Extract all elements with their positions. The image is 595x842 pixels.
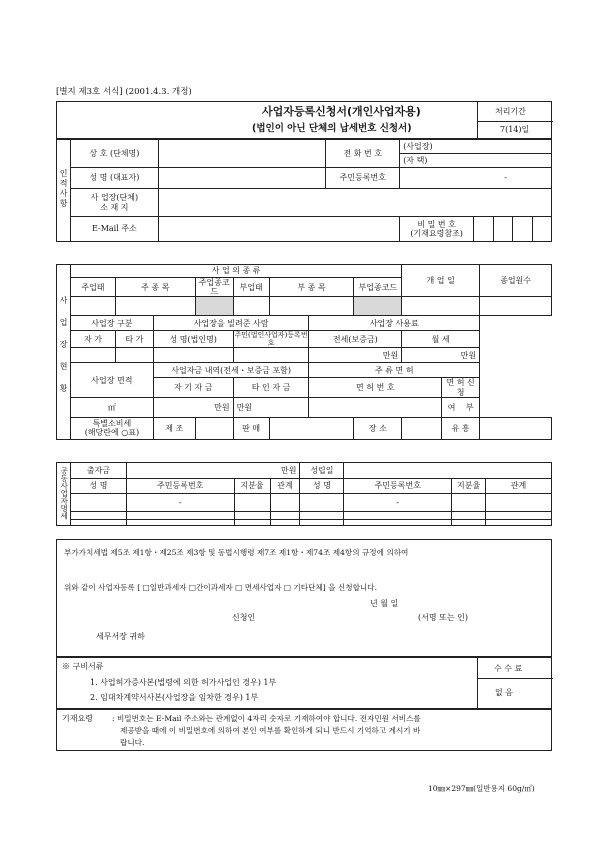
form-subtitle: (법인이 아닌 단체의 납세번호 신청서) xyxy=(252,123,412,134)
resident-no-label: 주민등록번호 xyxy=(326,168,400,189)
password-label: 비 밀 번 호 (기재요령참조) xyxy=(400,217,474,242)
partner-id-field[interactable]: - xyxy=(126,494,234,512)
declaration-date[interactable]: 년 월 일 xyxy=(370,599,399,608)
capital-field[interactable]: 만원 xyxy=(126,463,300,479)
partners-section-label: 공동사업자명세 xyxy=(57,463,71,526)
declaration-line-1: 부가가치세법 제5조 제1항・제25조 제3항 및 동법시행령 제7조 제1항・제74조 제4항의 규정에 의하여 xyxy=(64,548,409,557)
main-code-field[interactable] xyxy=(195,297,233,316)
deposit-label: 전세(보증금) xyxy=(309,331,402,348)
form-number: [별지 제3호 서식] (2001.4.3. 개정) xyxy=(56,87,192,97)
fee-value: 없 음 xyxy=(495,688,513,697)
open-date-field[interactable] xyxy=(402,297,480,316)
license-no-field[interactable] xyxy=(309,397,442,417)
form-title: 사업자등록신청서(개인사업자용) xyxy=(262,105,421,118)
employees-field[interactable] xyxy=(480,297,552,316)
entertainment-label: 유 흥 xyxy=(442,417,480,439)
main-item-field[interactable] xyxy=(115,297,195,316)
partner-name-label: 성 명 xyxy=(70,479,126,494)
instructions-text-2: 제공받을 때에 이 비밀번호에 의하여 본인 여부를 확인하게 되니 반드시 기억하고 계시기 바 xyxy=(120,726,421,735)
partner-row-spacer xyxy=(70,512,126,520)
sale-field[interactable] xyxy=(269,417,354,439)
partner-relation-label: 관계 xyxy=(270,479,300,494)
partner-share-field[interactable] xyxy=(234,494,270,512)
partner-id-label-2: 주민등록번호 xyxy=(344,479,452,494)
partner-name-field-2[interactable] xyxy=(300,494,344,512)
monthly-label: 월 세 xyxy=(402,331,480,348)
trade-name-label: 상 호 (단체명) xyxy=(70,140,158,168)
capital-label: 출자금 xyxy=(70,463,126,479)
email-field[interactable] xyxy=(158,217,399,242)
partners-table xyxy=(56,462,552,526)
partner-relation-label-2: 관계 xyxy=(486,479,552,494)
document-item-1: 1. 사업허가증사본(법령에 의한 허가사업인 경우) 1부 xyxy=(90,678,277,687)
lender-id-field[interactable] xyxy=(233,348,309,363)
main-item-label: 주 종 목 xyxy=(115,278,195,297)
venue-field[interactable] xyxy=(402,417,442,439)
document-item-2: 2. 임대차계약서사본(사업장을 임차한 경우) 1부 xyxy=(90,693,259,702)
processing-period-label: 처리기간 xyxy=(495,107,526,116)
sub-item-label: 부 종 목 xyxy=(269,278,354,297)
instructions-text-3: 랍니다. xyxy=(120,738,145,747)
lender-name-field[interactable] xyxy=(153,348,233,363)
partner-share-label-2: 지분율 xyxy=(452,479,486,494)
sale-label: 판 매 xyxy=(233,417,269,439)
documents-header: ※ 구비서류 xyxy=(62,662,104,671)
usage-fee-label: 사업장 사용료 xyxy=(309,316,480,331)
venue-label: 장 소 xyxy=(354,417,402,439)
partner-row-spacer-2 xyxy=(70,520,126,526)
email-label: E-Mail 주소 xyxy=(70,217,158,242)
entertainment-field[interactable] xyxy=(480,417,552,439)
address-label: 사 업장(단체) 소 재 지 xyxy=(70,189,158,217)
phone-business[interactable]: (사업장) xyxy=(400,140,552,154)
address-field[interactable] xyxy=(158,189,551,217)
sign-or-seal: (서명 또는 인) xyxy=(418,613,468,622)
declaration-line-2: 위와 같이 사업자등록 [ □일반과세자 □간이과세자 □ 면세사업자 □ 기타단체] 을 신청합니다. xyxy=(64,583,377,592)
fee-label: 수 수 료 xyxy=(494,664,523,673)
other-funds-label: 타 인 자 금 xyxy=(233,378,309,397)
partner-relation-field[interactable] xyxy=(270,494,300,512)
established-field[interactable] xyxy=(344,463,552,479)
area-field[interactable]: ㎡ xyxy=(70,397,153,417)
monthly-field[interactable]: 만원 xyxy=(402,348,480,363)
trade-name-field[interactable] xyxy=(158,140,326,168)
partner-id-field-2[interactable]: - xyxy=(344,494,452,512)
partner-name-label-2: 성 명 xyxy=(300,479,344,494)
partner-relation-field-2[interactable] xyxy=(486,494,552,512)
employees-label: 종업원수 xyxy=(480,265,552,297)
own-label: 자 가 xyxy=(70,331,115,348)
site-type-label: 사업장 구분 xyxy=(70,316,153,331)
main-code-label: 주업종코드 xyxy=(195,278,233,297)
license-apply-label: 면 허 신 청 xyxy=(442,378,480,397)
name-label: 성 명 (대표자) xyxy=(70,168,158,189)
partner-share-field-2[interactable] xyxy=(452,494,486,512)
area-label: 사업장 면적 xyxy=(70,363,153,397)
own-funds-field[interactable]: 만원 xyxy=(153,397,233,417)
business-table xyxy=(56,264,552,440)
own-field[interactable] xyxy=(70,348,115,363)
business-section-label: 사업장현황 xyxy=(57,265,71,440)
instructions-text-1: : 비밀번호는 E-Mail 주소와는 관계없이 4자리 숫자로 기재하여야 합니다. 전자민원 서비스를 xyxy=(112,714,421,723)
sub-code-label: 부업종코드 xyxy=(354,278,402,297)
phone-home[interactable]: (자 택) xyxy=(400,154,552,168)
funds-header: 사업자금 내역(전세・보증금 포함) xyxy=(153,363,309,378)
main-category-label: 주업태 xyxy=(70,278,115,297)
rent-field[interactable] xyxy=(115,348,153,363)
deposit-field[interactable]: 만원 xyxy=(309,348,402,363)
processing-period-value: 7(14)일 xyxy=(500,125,530,134)
sub-category-field[interactable] xyxy=(233,297,269,316)
license-no-label: 면 허 번 호 xyxy=(309,378,442,397)
name-field[interactable] xyxy=(158,168,326,189)
lender-name-label: 성 명(법인명) xyxy=(153,331,233,348)
sub-code-field[interactable] xyxy=(354,297,402,316)
manufacture-label: 제 조 xyxy=(153,417,195,439)
partner-id-label: 주민등록번호 xyxy=(126,479,234,494)
rent-label: 타 가 xyxy=(115,331,153,348)
sub-category-label: 부업태 xyxy=(233,278,269,297)
applicant-section-label: 인적사항 xyxy=(57,140,71,242)
lender-label: 사업장을 빌려준 사람 xyxy=(153,316,309,331)
lender-id-label: 주민(법인사업자)등록번호 xyxy=(234,331,308,348)
applicant-table xyxy=(56,139,552,242)
addressee: 세무서장 귀하 xyxy=(96,632,145,641)
established-label: 성립일 xyxy=(300,463,344,479)
paper-spec: 10㎜×297㎜(일반용지 60g/㎡) xyxy=(428,784,535,793)
excise-label: 특별소비세 (해당란에 ○표) xyxy=(70,417,153,439)
password-field[interactable] xyxy=(474,217,552,242)
partner-share-label: 지분율 xyxy=(234,479,270,494)
manufacture-field[interactable] xyxy=(195,417,233,439)
own-funds-label: 자 기 자 금 xyxy=(153,378,233,397)
applicant-sign-label: 신청인 xyxy=(232,613,256,622)
partner-name-field[interactable] xyxy=(70,494,126,512)
resident-no-field[interactable]: - xyxy=(400,168,552,189)
open-date-label: 개 업 일 xyxy=(402,265,480,297)
main-category-field[interactable] xyxy=(70,297,115,316)
liquor-header: 주 류 면 허 xyxy=(309,363,480,378)
business-type-header: 사 업 의 종 류 xyxy=(70,265,401,278)
other-funds-field[interactable]: 만원 xyxy=(233,397,309,417)
instructions-label: 기재요령 xyxy=(62,714,93,723)
phone-label: 전 화 번 호 xyxy=(326,140,400,168)
license-apply-field[interactable]: 여 부 xyxy=(442,397,480,417)
sub-item-field[interactable] xyxy=(269,297,354,316)
